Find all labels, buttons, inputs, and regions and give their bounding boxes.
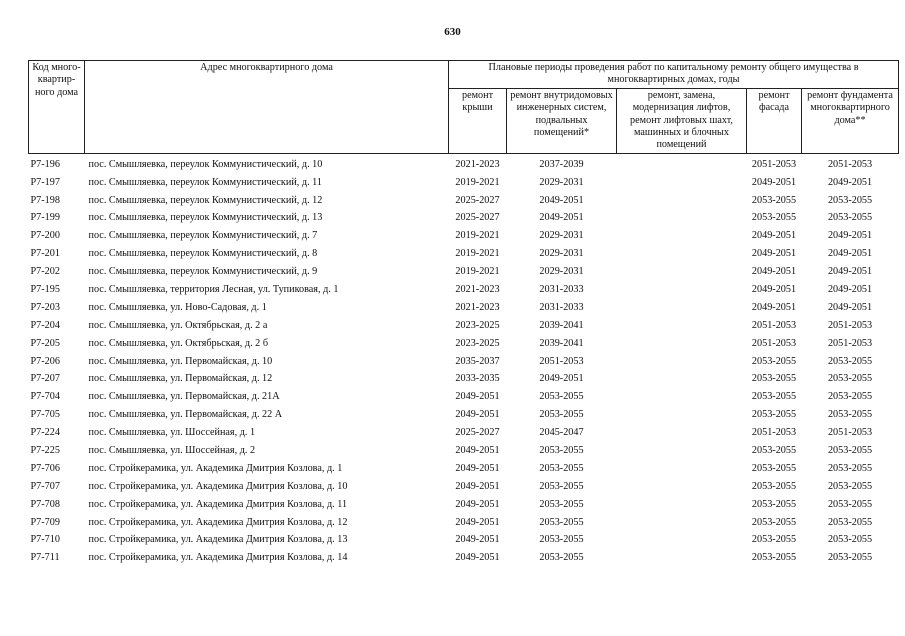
cell-address: пос. Смышляевка, переулок Коммунистический, д. 9 — [88, 266, 318, 278]
cell-facade: 2053-2055 — [751, 355, 797, 367]
cell-lifts — [617, 210, 747, 228]
table-row — [29, 460, 899, 478]
cell-facade: 2053-2055 — [751, 391, 797, 403]
cell-code: Р7-708 — [30, 498, 60, 510]
cell-engineering: 2031-2033 — [539, 301, 584, 313]
cell-code: Р7-198 — [30, 194, 60, 206]
cell-address: пос. Смышляевка, переулок Коммунистический, д. 13 — [88, 212, 323, 224]
cell-facade: 2049-2051 — [751, 284, 797, 296]
header-address: Адрес многоквартирного дома — [85, 61, 449, 154]
cell-foundation: 2053-2055 — [827, 373, 873, 385]
cell-address: пос. Смышляевка, ул. Октябрьская, д. 2 б — [88, 337, 268, 349]
table-row — [29, 406, 899, 424]
cell-roof: 2049-2051 — [455, 516, 500, 528]
cell-code: Р7-204 — [30, 319, 60, 331]
cell-code: Р7-206 — [30, 355, 60, 367]
table-row — [29, 442, 899, 460]
cell-address: пос. Смышляевка, ул. Первомайская, д. 12 — [88, 373, 273, 385]
cell-address: пос. Стройкерамика, ул. Академика Дмитрия Козлова, д. 14 — [88, 552, 348, 564]
cell-code: Р7-705 — [30, 409, 60, 421]
table-row — [29, 245, 899, 263]
cell-address: пос. Стройкерамика, ул. Академика Дмитрия Козлова, д. 13 — [88, 534, 348, 546]
page-number: 630 — [444, 26, 461, 38]
cell-address: пос. Смышляевка, ул. Первомайская, д. 21А — [88, 391, 280, 403]
cell-engineering: 2053-2055 — [539, 462, 584, 474]
cell-facade: 2053-2055 — [751, 516, 797, 528]
cell-engineering: 2029-2031 — [539, 230, 584, 242]
table-row — [29, 153, 899, 173]
cell-foundation: 2049-2051 — [827, 301, 873, 313]
cell-facade: 2053-2055 — [751, 534, 797, 546]
cell-engineering: 2053-2055 — [539, 498, 584, 510]
cell-engineering: 2037-2039 — [539, 158, 584, 170]
cell-roof: 2025-2027 — [455, 212, 500, 224]
cell-lifts — [617, 388, 747, 406]
cell-address: пос. Стройкерамика, ул. Академика Дмитрия Козлова, д. 12 — [88, 516, 348, 528]
cell-engineering: 2031-2033 — [539, 284, 584, 296]
cell-address: пос. Смышляевка, ул. Первомайская, д. 22 А — [88, 409, 283, 421]
cell-lifts — [617, 496, 747, 514]
cell-lifts — [617, 192, 747, 210]
cell-lifts — [617, 406, 747, 424]
cell-roof: 2049-2051 — [455, 391, 500, 403]
cell-code: Р7-203 — [30, 301, 60, 313]
cell-roof: 2023-2025 — [455, 319, 500, 331]
cell-engineering: 2045-2047 — [539, 427, 584, 439]
cell-foundation: 2053-2055 — [827, 194, 873, 206]
cell-foundation: 2053-2055 — [827, 498, 873, 510]
cell-foundation: 2053-2055 — [827, 462, 873, 474]
cell-roof: 2021-2023 — [455, 301, 500, 313]
cell-facade: 2049-2051 — [751, 176, 797, 188]
cell-facade: 2053-2055 — [751, 373, 797, 385]
cell-roof: 2021-2023 — [455, 158, 500, 170]
cell-address: пос. Стройкерамика, ул. Академика Дмитрия Козлова, д. 11 — [88, 498, 348, 510]
cell-lifts — [617, 227, 747, 245]
table-row — [29, 496, 899, 514]
table-row — [29, 317, 899, 335]
cell-engineering: 2053-2055 — [539, 480, 584, 492]
cell-lifts — [617, 460, 747, 478]
cell-foundation: 2053-2055 — [827, 516, 873, 528]
table-row — [29, 227, 899, 245]
cell-lifts — [617, 514, 747, 532]
cell-lifts — [617, 263, 747, 281]
cell-address: пос. Стройкерамика, ул. Академика Дмитрия Козлова, д. 10 — [88, 480, 348, 492]
header-code: Код много-квартир-ного дома — [29, 61, 85, 154]
header-facade: ремонт фасада — [747, 88, 802, 153]
cell-roof: 2049-2051 — [455, 534, 500, 546]
cell-foundation: 2053-2055 — [827, 212, 873, 224]
table-row — [29, 478, 899, 496]
cell-code: Р7-196 — [30, 158, 60, 170]
cell-foundation: 2051-2053 — [827, 319, 873, 331]
cell-code: Р7-707 — [30, 480, 60, 492]
cell-engineering: 2049-2051 — [539, 194, 584, 206]
cell-foundation: 2053-2055 — [827, 391, 873, 403]
cell-facade: 2049-2051 — [751, 266, 797, 278]
cell-roof: 2049-2051 — [455, 552, 500, 564]
cell-facade: 2053-2055 — [751, 445, 797, 457]
cell-code: Р7-711 — [30, 552, 60, 564]
table-row — [29, 371, 899, 389]
cell-roof: 2019-2021 — [455, 230, 500, 242]
cell-code: Р7-706 — [30, 462, 60, 474]
cell-engineering: 2039-2041 — [539, 337, 584, 349]
cell-engineering: 2039-2041 — [539, 319, 584, 331]
cell-facade: 2049-2051 — [751, 230, 797, 242]
cell-code: Р7-709 — [30, 516, 60, 528]
cell-foundation: 2053-2055 — [827, 552, 873, 564]
cell-facade: 2051-2053 — [751, 158, 797, 170]
cell-facade: 2049-2051 — [751, 301, 797, 313]
cell-code: Р7-199 — [30, 212, 60, 224]
cell-facade: 2053-2055 — [751, 194, 797, 206]
cell-foundation: 2051-2053 — [827, 427, 873, 439]
cell-lifts — [617, 353, 747, 371]
cell-foundation: 2049-2051 — [827, 266, 873, 278]
cell-code: Р7-207 — [30, 373, 60, 385]
cell-code: Р7-205 — [30, 337, 60, 349]
cell-roof: 2049-2051 — [455, 498, 500, 510]
cell-facade: 2053-2055 — [751, 480, 797, 492]
cell-lifts — [617, 335, 747, 353]
table-row — [29, 192, 899, 210]
cell-roof: 2021-2023 — [455, 284, 500, 296]
cell-address: пос. Смышляевка, ул. Октябрьская, д. 2 а — [88, 319, 268, 331]
cell-facade: 2053-2055 — [751, 498, 797, 510]
cell-lifts — [617, 281, 747, 299]
cell-roof: 2049-2051 — [455, 445, 500, 457]
cell-code: Р7-225 — [30, 445, 60, 457]
cell-lifts — [617, 549, 747, 567]
cell-lifts — [617, 478, 747, 496]
header-foundation: ремонт фундамента многоквартирного дома** — [802, 88, 899, 153]
table-row — [29, 532, 899, 550]
cell-address: пос. Смышляевка, ул. Ново-Садовая, д. 1 — [88, 301, 267, 313]
table-row — [29, 174, 899, 192]
cell-engineering: 2029-2031 — [539, 176, 584, 188]
cell-roof: 2025-2027 — [455, 194, 500, 206]
cell-roof: 2025-2027 — [455, 427, 500, 439]
table-row — [29, 353, 899, 371]
cell-engineering: 2053-2055 — [539, 445, 584, 457]
cell-code: Р7-195 — [30, 284, 60, 296]
cell-roof: 2049-2051 — [455, 462, 500, 474]
table-row — [29, 281, 899, 299]
cell-facade: 2053-2055 — [751, 212, 797, 224]
cell-foundation: 2049-2051 — [827, 176, 873, 188]
cell-foundation: 2053-2055 — [827, 409, 873, 421]
cell-roof: 2049-2051 — [455, 480, 500, 492]
cell-lifts — [617, 317, 747, 335]
cell-facade: 2053-2055 — [751, 462, 797, 474]
cell-code: Р7-197 — [30, 176, 60, 188]
cell-code: Р7-201 — [30, 248, 60, 260]
cell-roof: 2019-2021 — [455, 176, 500, 188]
cell-engineering: 2029-2031 — [539, 248, 584, 260]
cell-roof: 2035-2037 — [455, 355, 500, 367]
cell-lifts — [617, 153, 747, 173]
cell-address: пос. Смышляевка, ул. Шоссейная, д. 2 — [88, 445, 256, 457]
cell-roof: 2049-2051 — [455, 409, 500, 421]
cell-foundation: 2049-2051 — [827, 248, 873, 260]
cell-foundation: 2049-2051 — [827, 230, 873, 242]
cell-code: Р7-704 — [30, 391, 60, 403]
cell-engineering: 2049-2051 — [539, 373, 584, 385]
cell-lifts — [617, 424, 747, 442]
header-periods: Плановые периоды проведения работ по капитальному ремонту общего имущества в многоквартирных домах, годы — [449, 61, 899, 89]
cell-foundation: 2053-2055 — [827, 355, 873, 367]
cell-lifts — [617, 299, 747, 317]
header-lifts: ремонт, замена, модернизация лифтов, ремонт лифтовых шахт, машинных и блочных помещений — [617, 88, 747, 153]
cell-facade: 2049-2051 — [751, 248, 797, 260]
table-row — [29, 388, 899, 406]
cell-foundation: 2053-2055 — [827, 534, 873, 546]
cell-facade: 2051-2053 — [751, 319, 797, 331]
cell-code: Р7-200 — [30, 230, 60, 242]
cell-address: пос. Стройкерамика, ул. Академика Дмитрия Козлова, д. 1 — [88, 462, 343, 474]
cell-engineering: 2053-2055 — [539, 552, 584, 564]
cell-address: пос. Смышляевка, ул. Первомайская, д. 10 — [88, 355, 273, 367]
table-row — [29, 514, 899, 532]
cell-lifts — [617, 371, 747, 389]
cell-foundation: 2051-2053 — [827, 337, 873, 349]
cell-engineering: 2053-2055 — [539, 391, 584, 403]
cell-address: пос. Смышляевка, ул. Шоссейная, д. 1 — [88, 427, 256, 439]
cell-lifts — [617, 174, 747, 192]
cell-engineering: 2053-2055 — [539, 409, 584, 421]
cell-foundation: 2053-2055 — [827, 445, 873, 457]
cell-roof: 2033-2035 — [455, 373, 500, 385]
cell-address: пос. Смышляевка, переулок Коммунистический, д. 10 — [88, 158, 323, 170]
cell-roof: 2023-2025 — [455, 337, 500, 349]
cell-facade: 2051-2053 — [751, 337, 797, 349]
cell-facade: 2053-2055 — [751, 409, 797, 421]
table-row — [29, 263, 899, 281]
cell-address: пос. Смышляевка, территория Лесная, ул. Тупиковая, д. 1 — [88, 284, 339, 296]
cell-engineering: 2049-2051 — [539, 212, 584, 224]
cell-engineering: 2029-2031 — [539, 266, 584, 278]
cell-facade: 2051-2053 — [751, 427, 797, 439]
table-row — [29, 210, 899, 228]
cell-engineering: 2053-2055 — [539, 516, 584, 528]
cell-code: Р7-710 — [30, 534, 60, 546]
repair-schedule-table — [28, 60, 899, 567]
cell-facade: 2053-2055 — [751, 552, 797, 564]
table-body — [29, 153, 899, 567]
cell-engineering: 2051-2053 — [539, 355, 584, 367]
table-row — [29, 299, 899, 317]
cell-code: Р7-202 — [30, 266, 60, 278]
cell-lifts — [617, 532, 747, 550]
cell-address: пос. Смышляевка, переулок Коммунистический, д. 8 — [88, 248, 318, 260]
table-row — [29, 335, 899, 353]
cell-address: пос. Смышляевка, переулок Коммунистический, д. 11 — [88, 176, 322, 188]
table-header — [29, 61, 899, 154]
cell-roof: 2019-2021 — [455, 248, 500, 260]
cell-lifts — [617, 245, 747, 263]
cell-engineering: 2053-2055 — [539, 534, 584, 546]
cell-address: пос. Смышляевка, переулок Коммунистический, д. 7 — [88, 230, 318, 242]
cell-foundation: 2049-2051 — [827, 284, 873, 296]
header-roof: ремонт крыши — [449, 88, 507, 153]
table-row — [29, 549, 899, 567]
cell-code: Р7-224 — [30, 427, 60, 439]
cell-foundation: 2051-2053 — [827, 158, 873, 170]
table-row — [29, 424, 899, 442]
cell-address: пос. Смышляевка, переулок Коммунистический, д. 12 — [88, 194, 323, 206]
cell-lifts — [617, 442, 747, 460]
header-engineering: ремонт внутридомовых инженерных систем, подвальных помещений* — [507, 88, 617, 153]
cell-foundation: 2053-2055 — [827, 480, 873, 492]
cell-roof: 2019-2021 — [455, 266, 500, 278]
